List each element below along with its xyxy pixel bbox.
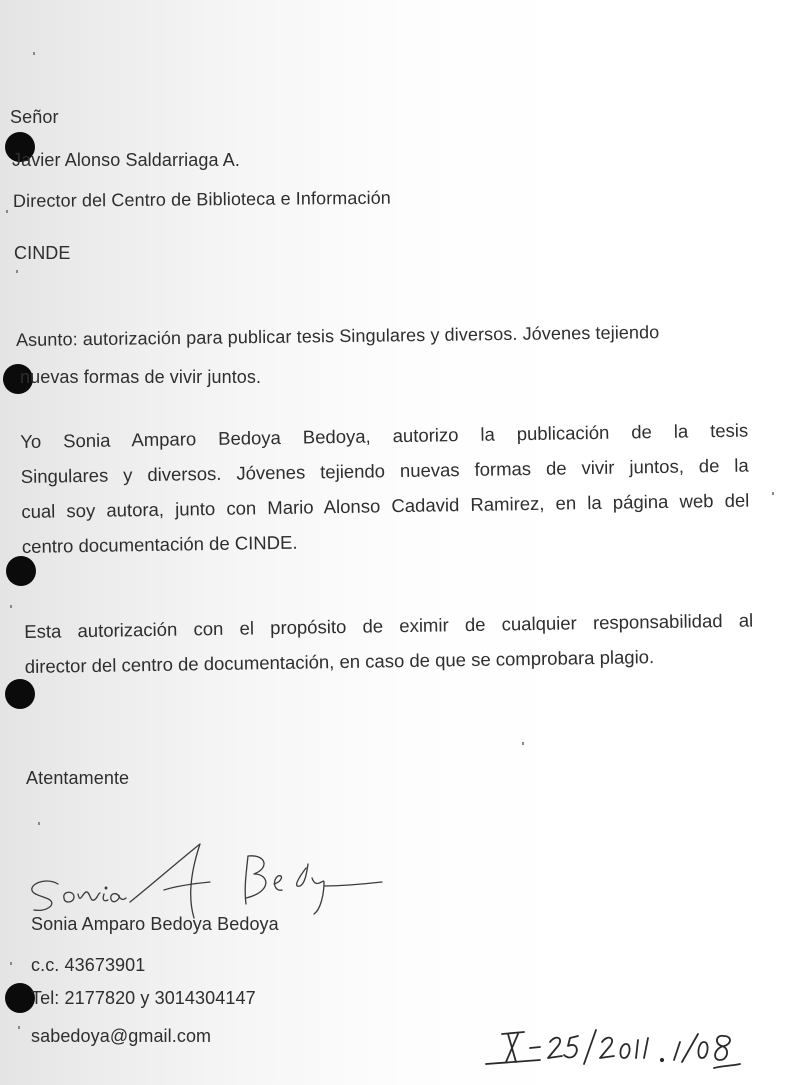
- body-1-line: Yo Sonia Amparo Bedoya Bedoya, autorizo la publicación de la tesis: [20, 419, 749, 452]
- scan-speck: [772, 492, 774, 495]
- scan-speck: [10, 605, 12, 608]
- scan-speck: [33, 52, 35, 55]
- body-1-line: Singulares y diversos. Jóvenes tejiendo nuevas formas de vivir juntos, de la: [20, 454, 749, 487]
- scan-speck: [16, 270, 18, 273]
- body-paragraph-1: [20, 413, 750, 564]
- body-paragraph-2: [24, 603, 754, 684]
- scan-speck: [18, 1026, 20, 1029]
- subject-line-2: nuevas formas de vivir juntos.: [20, 367, 262, 387]
- email-address: sabedoya@gmail.com: [31, 1026, 212, 1046]
- phone-number: Tel: 2177820 y 3014304147: [31, 988, 256, 1008]
- organization: CINDE: [14, 243, 71, 263]
- subject-line-1: Asunto: autorización para publicar tesis Singulares y diversos. Jóvenes tejiendo: [15, 322, 660, 350]
- recipient-name: Javier Alonso Saldarriaga A.: [12, 150, 240, 170]
- scan-speck: [38, 822, 40, 825]
- scan-speck: [522, 742, 524, 745]
- handwritten-date: [478, 1012, 778, 1082]
- body-2-line: Esta autorización con el propósito de eximir de cualquier responsabilidad al: [24, 609, 754, 642]
- scan-speck: [10, 962, 12, 965]
- body-1-line: cual soy autora, junto con Mario Alonso Cadavid Ramirez, en la página web del: [21, 489, 750, 522]
- closing: Atentamente: [26, 768, 130, 788]
- body-2-line: director del centro de documentación, en caso de que se comprobara plagio.: [24, 646, 655, 677]
- recipient-title: Director del Centro de Biblioteca e Información: [12, 187, 391, 211]
- scan-speck: [6, 210, 8, 213]
- salutation: Señor: [10, 107, 59, 127]
- body-1-line: centro documentación de CINDE.: [21, 531, 298, 557]
- signer-name: Sonia Amparo Bedoya Bedoya: [31, 914, 279, 934]
- id-number: c.c. 43673901: [31, 955, 146, 975]
